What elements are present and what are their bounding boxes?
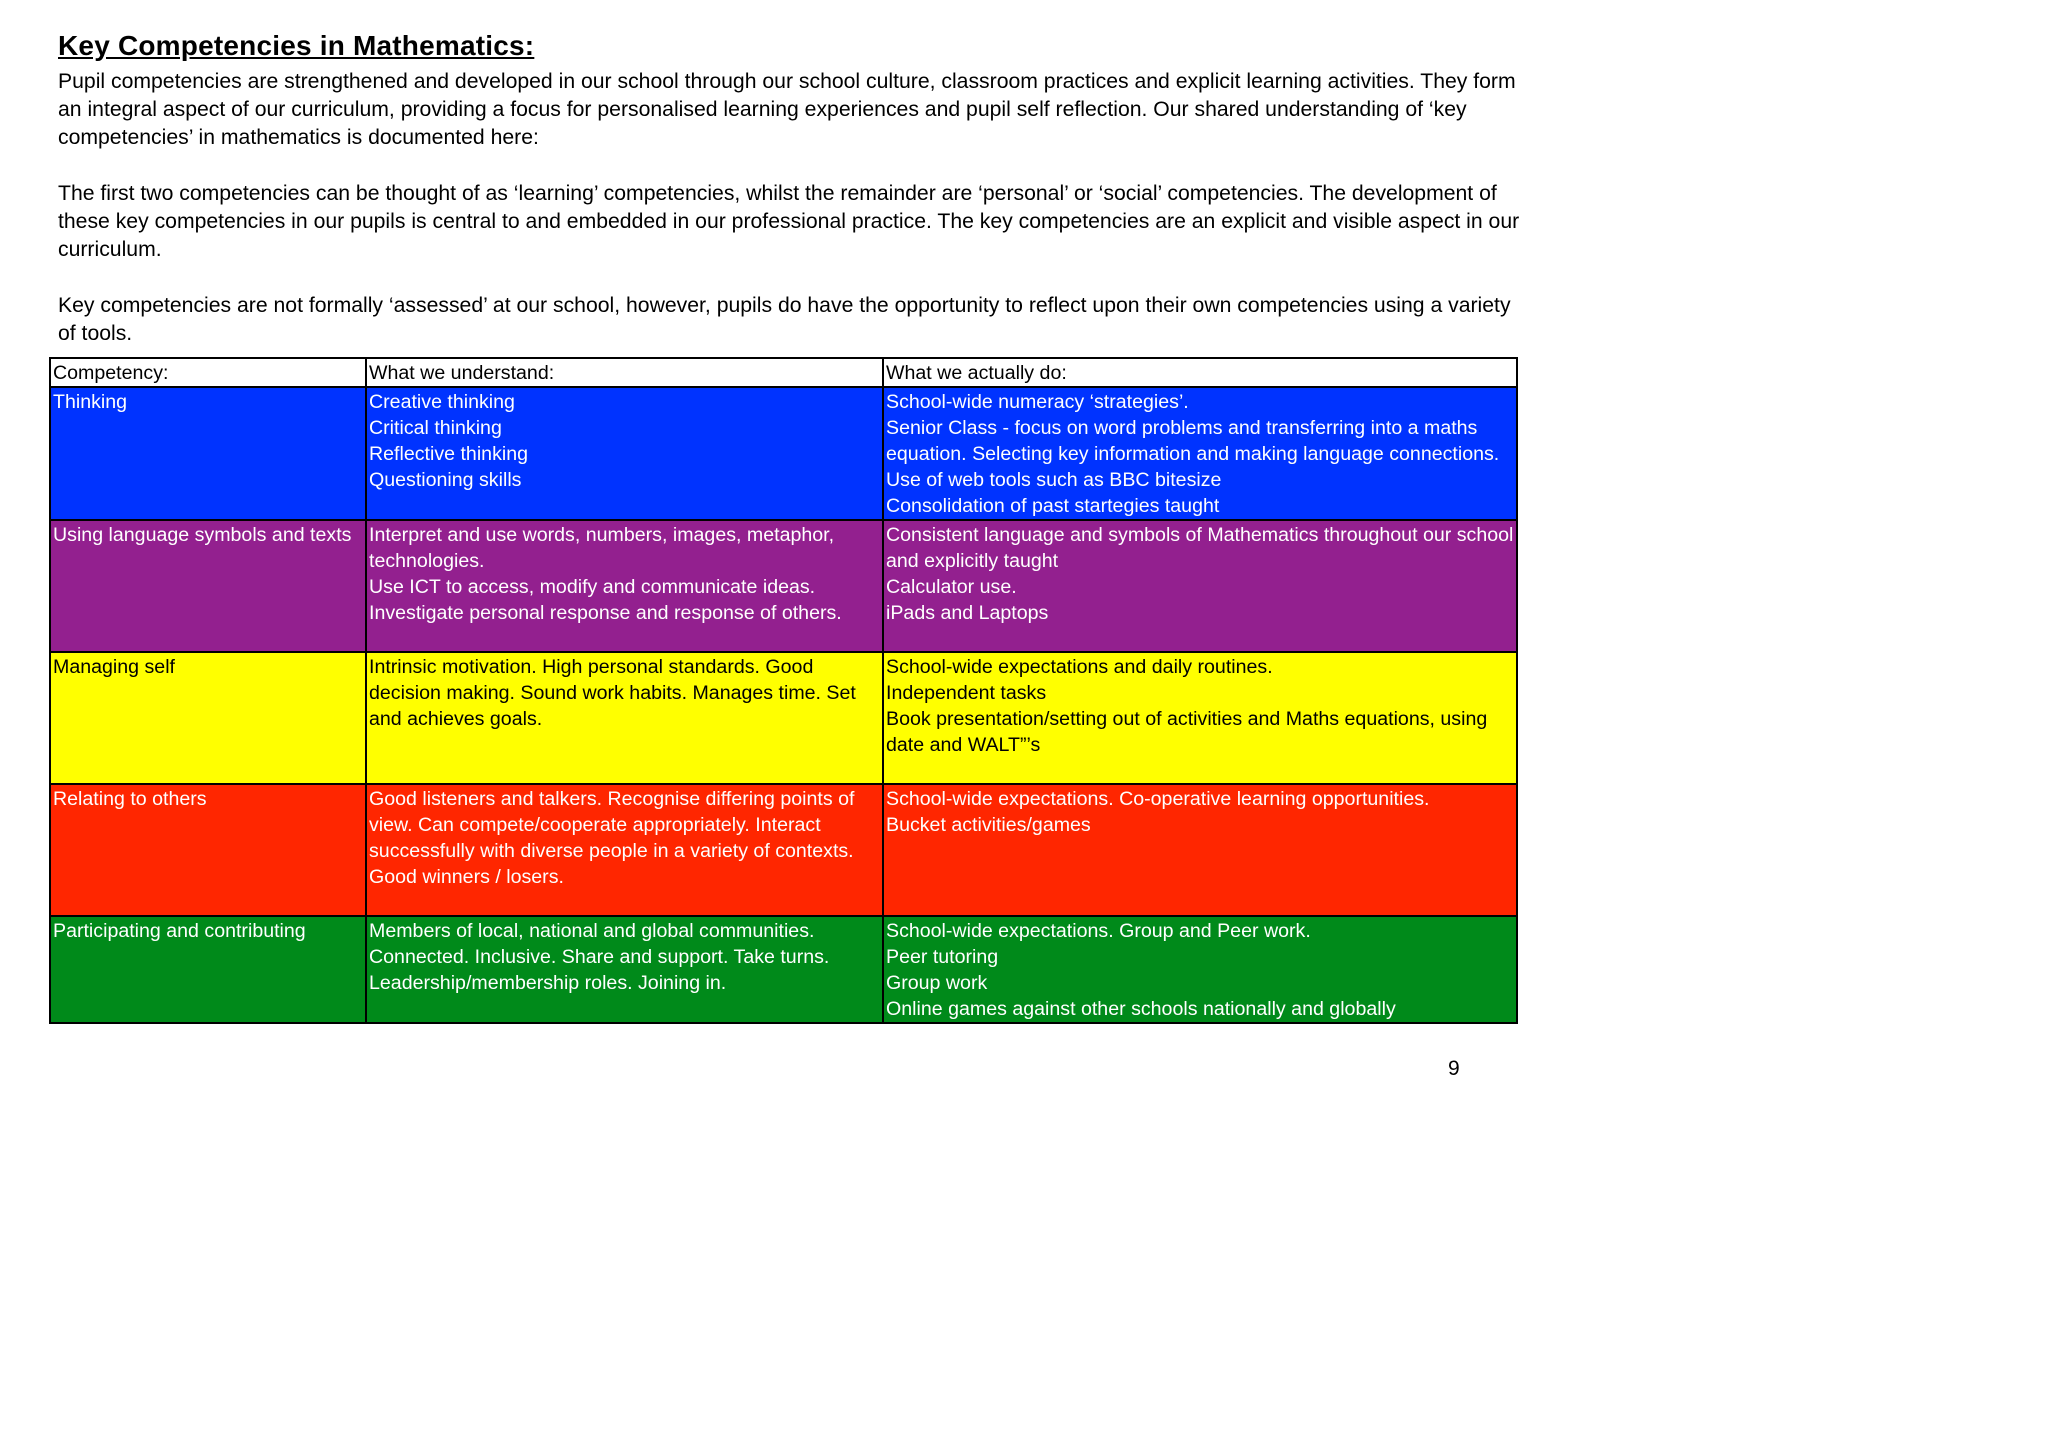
- table-row: [50, 652, 1517, 784]
- understand-cell: [366, 652, 883, 784]
- cell-line: Reflective thinking: [369, 443, 529, 465]
- cell-line: Intrinsic motivation. High personal standards. Good decision making. Sound work habits. Manages time. Set and achieves goals.: [369, 656, 856, 730]
- table-row: [50, 387, 1517, 520]
- cell-line: Investigate personal response and response of others.: [369, 602, 842, 624]
- cell-line: iPads and Laptops: [886, 602, 1049, 624]
- cell-line: Consistent language and symbols of Mathematics throughout our school and explicitly taught: [886, 524, 1514, 572]
- cell-line: Use of web tools such as BBC bitesize: [886, 469, 1222, 491]
- competencies-table: [49, 357, 1518, 1024]
- cell-line: Peer tutoring: [886, 946, 999, 968]
- header-understand: What we understand:: [366, 358, 883, 387]
- table-row: [50, 784, 1517, 916]
- understand-cell: [366, 916, 883, 1023]
- intro-paragraph: Pupil competencies are strengthened and developed in our school through our school culture, classroom practices and explicit learning activities. They form an integral aspect of our curriculum, providing a focus for personalised learning experiences and pupil self reflection. Our shared understanding of ‘key competencies’ in mathematics is documented here:: [58, 70, 1516, 149]
- table-header-row: [50, 358, 1517, 387]
- competency-cell: Relating to others: [50, 784, 366, 916]
- intro-paragraph: The first two competencies can be thought of as ‘learning’ competencies, whilst the remainder are ‘personal’ or ‘social’ competencies. The development of these key competencies in our pupils is central to and embedded in our professional practice. The key competencies are an explicit and visible aspect in our curriculum.: [58, 182, 1520, 261]
- cell-line: Senior Class - focus on word problems and transferring into a maths equation. Selecting key information and making language connections.: [886, 417, 1500, 465]
- do-cell: [883, 520, 1517, 652]
- cell-line: Online games against other schools nationally and globally: [886, 998, 1396, 1020]
- understand-cell: [366, 520, 883, 652]
- cell-line: Members of local, national and global communities. Connected. Inclusive. Share and support. Take turns. Leadership/membership roles. Joining in.: [369, 920, 830, 994]
- cell-line: School-wide numeracy ‘strategies’.: [886, 391, 1189, 413]
- cell-line: Use ICT to access, modify and communicate ideas.: [369, 576, 816, 598]
- header-do: What we actually do:: [883, 358, 1517, 387]
- do-cell: [883, 916, 1517, 1023]
- understand-cell: [366, 387, 883, 520]
- understand-cell: [366, 784, 883, 916]
- competency-cell: Thinking: [50, 387, 366, 520]
- competency-cell: Participating and contributing: [50, 916, 366, 1023]
- table-row: [50, 520, 1517, 652]
- cell-line: Good listeners and talkers. Recognise differing points of view. Can compete/cooperate appropriately. Interact successfully with diverse people in a variety of contexts. Good winners / losers.: [369, 788, 855, 888]
- cell-line: Calculator use.: [886, 576, 1017, 598]
- cell-line: Group work: [886, 972, 988, 994]
- page-title: Key Competencies in Mathematics:: [58, 30, 535, 61]
- cell-line: Critical thinking: [369, 417, 502, 439]
- cell-line: School-wide expectations. Group and Peer work.: [886, 920, 1311, 942]
- cell-line: Independent tasks: [886, 682, 1047, 704]
- cell-line: Questioning skills: [369, 469, 522, 491]
- intro-paragraph: Key competencies are not formally ‘assessed’ at our school, however, pupils do have the opportunity to reflect upon their own competencies using a variety of tools.: [58, 294, 1511, 345]
- competency-cell: Managing self: [50, 652, 366, 784]
- cell-line: Bucket activities/games: [886, 814, 1091, 836]
- cell-line: Book presentation/setting out of activities and Maths equations, using date and WALT”’s: [886, 708, 1488, 756]
- cell-line: Creative thinking: [369, 391, 515, 413]
- competency-cell: Using language symbols and texts: [50, 520, 366, 652]
- page-number: 9: [1448, 1057, 1460, 1080]
- cell-line: Interpret and use words, numbers, images, metaphor, technologies.: [369, 524, 835, 572]
- cell-line: Consolidation of past startegies taught: [886, 495, 1220, 517]
- cell-line: School-wide expectations and daily routines.: [886, 656, 1273, 678]
- cell-line: School-wide expectations. Co-operative learning opportunities.: [886, 788, 1430, 810]
- header-competency: Competency:: [50, 358, 366, 387]
- do-cell: [883, 652, 1517, 784]
- do-cell: [883, 784, 1517, 916]
- table-row: [50, 916, 1517, 1023]
- intro-text: [58, 68, 1520, 376]
- do-cell: [883, 387, 1517, 520]
